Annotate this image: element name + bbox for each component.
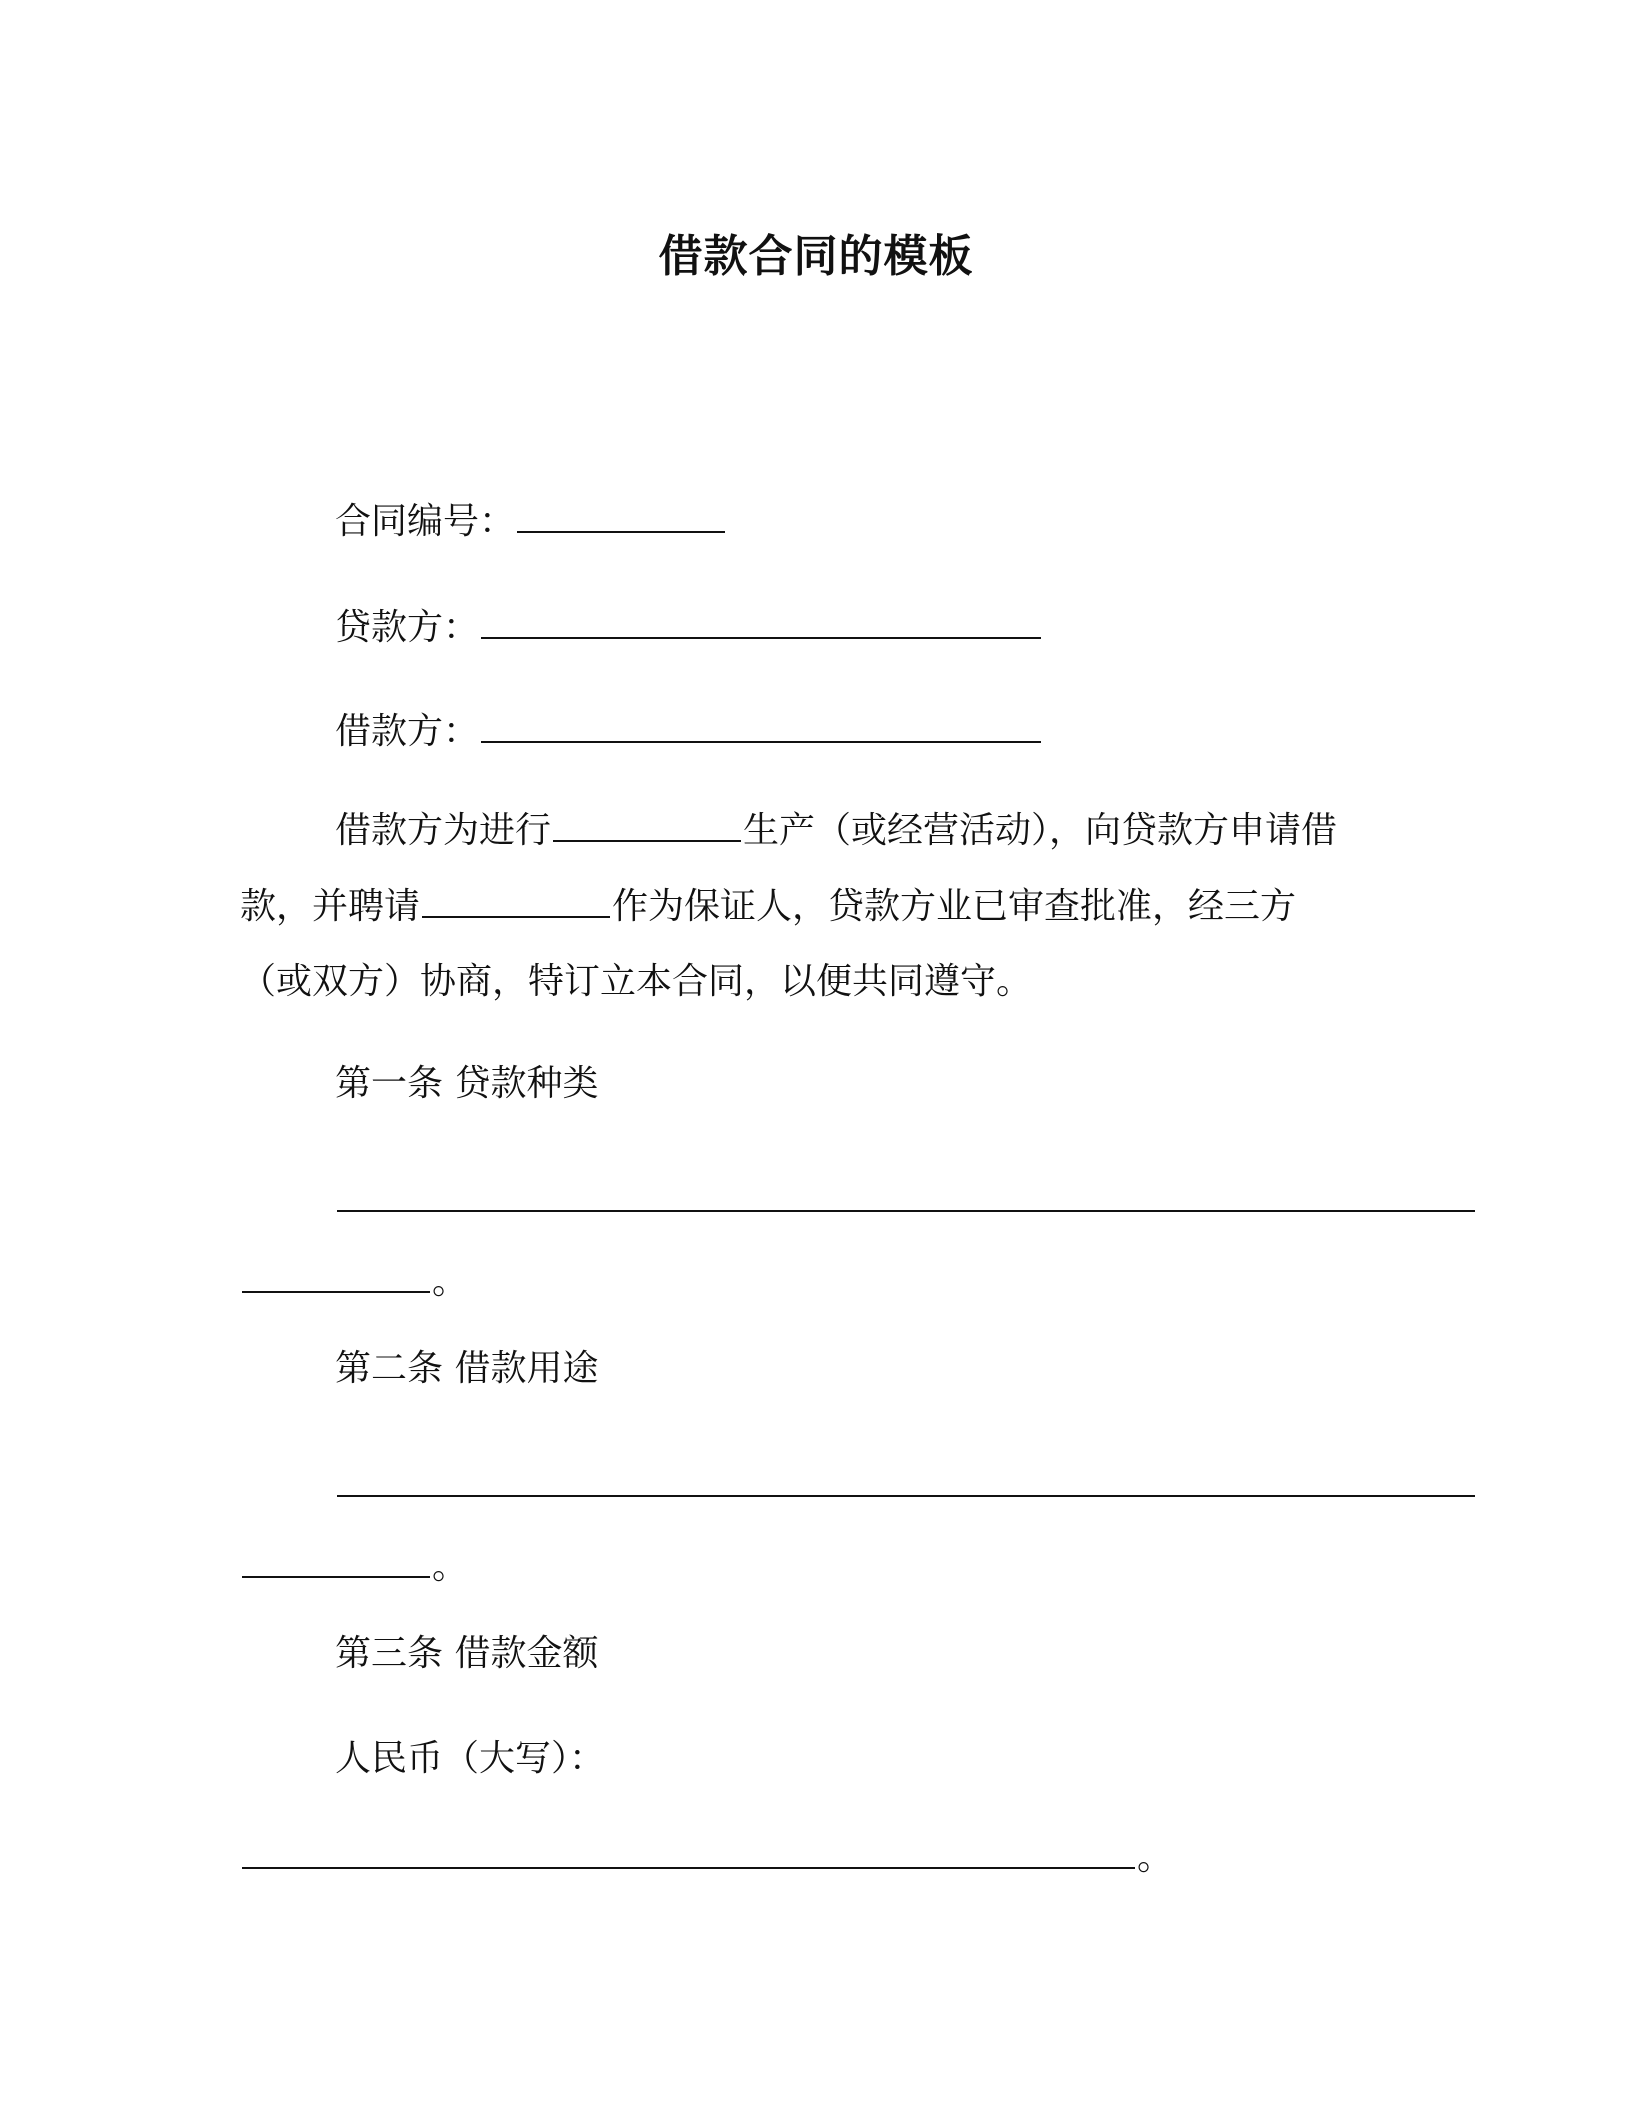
intro-text-4: 作为保证人，贷款方业已审查批准，经三方 xyxy=(612,886,1297,927)
article-1-field-line-2 xyxy=(240,1255,468,1308)
intro-text-1: 借款方为进行 xyxy=(335,810,552,851)
article-1-title: 第一条 贷款种类 xyxy=(335,1063,599,1104)
lender-label: 贷款方： xyxy=(335,607,480,648)
intro-line-2 xyxy=(240,880,1296,933)
amount-label: 人民币（大写）： xyxy=(335,1738,606,1779)
amount-field-line xyxy=(240,1831,1173,1884)
page-title: 借款合同的模板 xyxy=(658,231,974,282)
intro-line-1 xyxy=(335,804,1337,857)
article-2-title: 第二条 借款用途 xyxy=(335,1348,599,1389)
intro-line-3 xyxy=(240,956,1032,1008)
intro-text-2: 生产（或经营活动），向贷款方申请借 xyxy=(743,810,1338,851)
borrower-line xyxy=(335,705,1043,758)
amount-label-line xyxy=(335,1733,605,1785)
lender-line xyxy=(335,601,1043,654)
intro-text-3: 款，并聘请 xyxy=(240,886,421,927)
lender-field[interactable] xyxy=(481,601,1041,639)
contract-number-field[interactable] xyxy=(517,495,725,533)
borrower-label: 借款方： xyxy=(335,711,480,752)
article-3-title: 第三条 借款金额 xyxy=(335,1633,599,1674)
loan-type-field-continued[interactable] xyxy=(242,1255,430,1293)
loan-purpose-field-continued[interactable] xyxy=(242,1540,430,1578)
period-mark: 。 xyxy=(432,1261,469,1302)
period-mark: 。 xyxy=(1137,1837,1174,1878)
article-1-field-line-1 xyxy=(335,1174,1477,1227)
borrower-field[interactable] xyxy=(481,705,1041,743)
loan-purpose-field[interactable] xyxy=(337,1459,1475,1497)
guarantor-field[interactable] xyxy=(422,880,610,918)
contract-number-label: 合同编号： xyxy=(335,501,516,542)
purpose-field[interactable] xyxy=(553,804,741,842)
contract-number-line xyxy=(335,495,727,548)
article-2-field-line-1 xyxy=(335,1459,1477,1512)
article-2-field-line-2 xyxy=(240,1540,468,1593)
amount-field[interactable] xyxy=(242,1831,1135,1869)
loan-type-field[interactable] xyxy=(337,1174,1475,1212)
intro-text-5: （或双方）协商，特订立本合同，以便共同遵守。 xyxy=(240,961,1033,1002)
period-mark: 。 xyxy=(432,1546,469,1587)
